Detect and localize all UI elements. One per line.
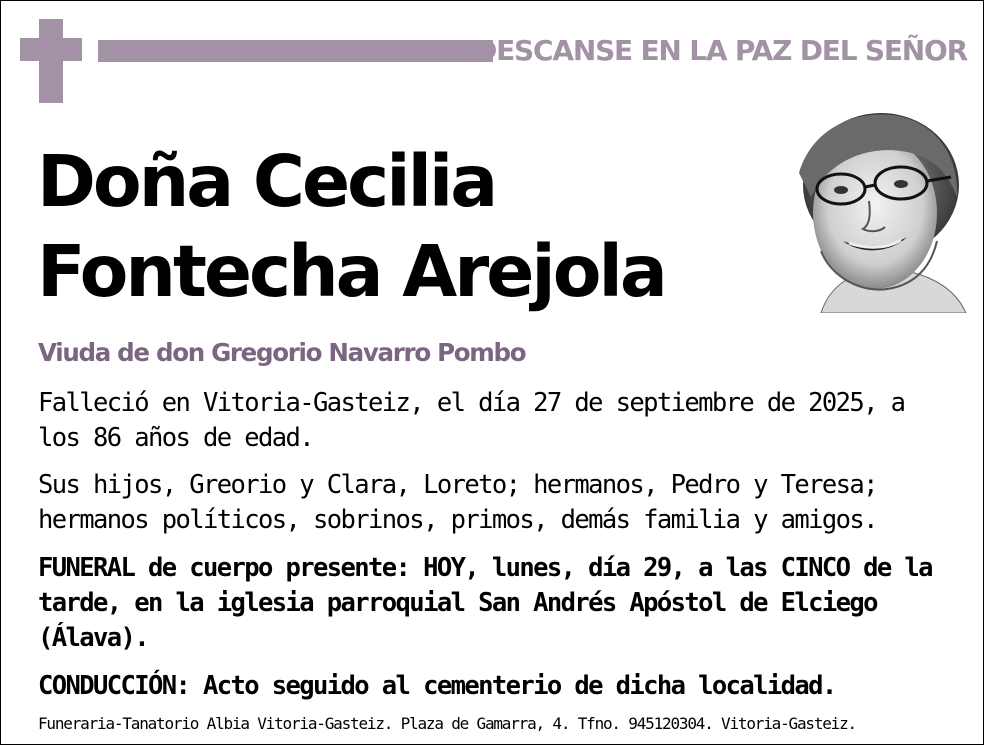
conduction-paragraph: CONDUCCIÓN: Acto seguido al cementerio de dicha localidad. [38, 671, 836, 701]
name-line-2: Fontecha Arejola [37, 230, 665, 313]
funeral-paragraph: FUNERAL de cuerpo presente: HOY, lunes, día 29, a las CINCO de la tarde, en la iglesia parroquial San Andrés Apóstol de Elciego (Álava). [38, 553, 932, 653]
cross-icon-vertical [39, 19, 63, 103]
header-tagline: DESCANSE EN LA PAZ DEL SEÑOR [474, 34, 967, 67]
header-rule [98, 40, 493, 62]
widow-of-line: Viuda de don Gregorio Navarro Pombo [38, 338, 526, 367]
cross-icon-horizontal [20, 38, 82, 61]
deceased-portrait-photo [791, 101, 969, 313]
death-notice-paragraph: Falleció en Vitoria-Gasteiz, el día 27 de septiembre de 2025, a los 86 años de edad. [38, 388, 905, 453]
funeral-home-footer: Funeraria-Tanatorio Albia Vitoria-Gasteiz. Plaza de Gamarra, 4. Tfno. 945120304. Vitoria-Gasteiz. [38, 714, 856, 733]
name-line-1: Doña Cecilia [37, 140, 496, 223]
family-paragraph: Sus hijos, Greorio y Clara, Loreto; hermanos, Pedro y Teresa; hermanos políticos, sobrinos, primos, demás familia y amigos. [38, 470, 877, 535]
deceased-name [37, 137, 757, 317]
